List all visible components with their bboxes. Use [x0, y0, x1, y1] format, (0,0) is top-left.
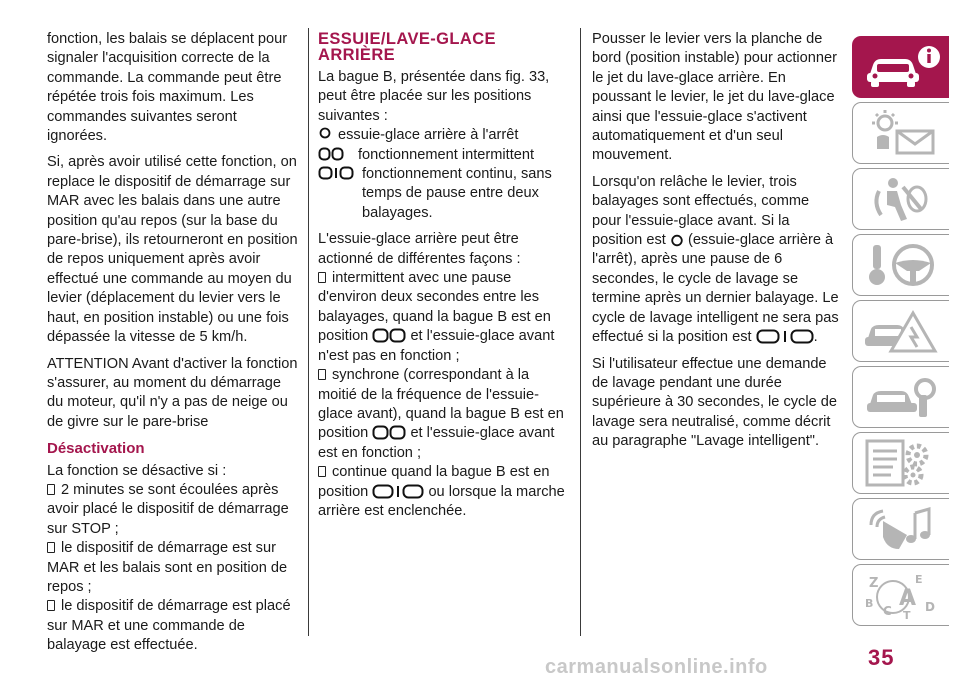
- column-2: [318, 30, 570, 521]
- svg-text:C: C: [883, 604, 892, 618]
- list-item: le dispositif de démarrage est sur MAR et les balais sont en position de repos ;: [47, 540, 288, 595]
- wiper-intermittent-icon: [372, 328, 406, 343]
- tab-knowing-vehicle[interactable]: [852, 36, 949, 98]
- tab-emergency[interactable]: [852, 300, 949, 362]
- multimedia-icon: [863, 505, 943, 553]
- tab-safety[interactable]: [852, 168, 949, 230]
- tab-multimedia[interactable]: [852, 498, 949, 560]
- bullet-icon: [318, 466, 326, 477]
- bullet-icon: [47, 600, 55, 611]
- emergency-crash-icon: [863, 307, 943, 355]
- list-item: synchrone (correspondant à la moitié de la fréquence de l'essuie-glace avant), quand la bague B est en position et l'essuie-glace avant est en fonction ;: [318, 367, 564, 461]
- alphabetical-index-icon: [863, 571, 943, 619]
- tab-index[interactable]: [852, 564, 949, 626]
- position-continuous-row: fonctionnement continu, sans temps de pause entre deux balayages.: [318, 165, 570, 223]
- specs-gears-icon: [863, 439, 943, 487]
- paragraph: Si l'utilisateur effectue une demande de lavage pendant une durée supérieure à 30 secondes, le cycle de lavage sera neutralisé, comme décrit au paragraphe "Lavage intelligent".: [592, 355, 838, 450]
- warning-paragraph: ATTENTION Avant d'activer la fonction s'assurer, au moment du démarrage du moteur, qu'il n'y a pas de neige ou de givre sur le pare-brise: [47, 355, 298, 430]
- bullet-list: [47, 481, 299, 656]
- list-item: 2 minutes se sont écoulées après avoir placé le dispositif de démarrage sur STOP ;: [47, 481, 289, 537]
- wiper-intermittent-icon: [318, 147, 344, 161]
- list-item: le dispositif de démarrage est placé sur MAR et une commande de balayage est effectuée.: [47, 598, 291, 654]
- wiper-off-icon: [670, 234, 684, 247]
- column-divider: [580, 28, 581, 636]
- paragraph: Si, après avoir utilisé cette fonction, on replace le dispositif de démarrage sur MAR avec les balais dans une autre position qu'au repos (sur la base du pare-brise), ils retourneront en position de repos uniquement après avoir effectué une commande au moyen du levier (déplacement du levier vers le haut, en position instable) ou une fois dépassée la vitesse de 5 km/h.: [47, 154, 298, 346]
- list-item: intermittent avec une pause d'environ deux secondes entre les balayages, quand la bague B est en position et l'essuie-glace avant n'est pas en fonction ;: [318, 270, 555, 364]
- paragraph: La fonction se désactive si :: [47, 462, 227, 479]
- tab-warning-lights[interactable]: [852, 102, 949, 164]
- svg-text:D: D: [925, 600, 935, 614]
- section-heading-rear-wiper: ESSUIE/LAVE-GLACE ARRIÈRE: [318, 30, 496, 64]
- bullet-icon: [47, 542, 55, 553]
- column-divider: [308, 28, 309, 636]
- paragraph: La bague B, présentée dans fig. 33, peut être placée sur les positions suivantes :: [318, 69, 550, 124]
- svg-text:Z: Z: [869, 576, 879, 591]
- tab-maintenance[interactable]: [852, 366, 949, 428]
- wiper-continuous-icon: [318, 166, 354, 180]
- paragraph: fonction, les balais se déplacent pour signaler l'acquisition correcte de la commande. La commande peut être répétée trois fois maximum. Les commandes suivantes seront ignorées.: [47, 31, 288, 145]
- wiper-continuous-icon: [372, 484, 424, 499]
- position-off-row: essuie-glace arrière à l'arrêt: [318, 126, 570, 145]
- column-1: [47, 30, 299, 656]
- section-heading-deactivation: Désactivation: [47, 440, 145, 458]
- wiper-off-icon: [318, 127, 332, 139]
- wiper-continuous-icon: [756, 329, 814, 344]
- svg-text:A: A: [899, 586, 917, 611]
- list-item: continue quand la bague B est en position ou lorsque la marche arrière est enclenchée.: [318, 464, 565, 519]
- maintenance-icon: [863, 373, 943, 421]
- paragraph: Pousser le levier vers la planche de bord (position instable) pour actionner le jet du lave-glace arrière. En poussant le levier, le jet du lave-glace ainsi que l'essuie-glace s'activent automatiquement et d'un seul mouvement.: [592, 31, 837, 164]
- paragraph: Lorsqu'on relâche le levier, trois balayages sont effectués, comme pour l'essuie-glace avant. Si la position est (essuie-glace arrière à l'arrêt), après une pause de 6 secondes, le cycle de lavage se termine après un dernier balayage. Le cycle de lavage intelligent ne sera pas effectué si la position est .: [592, 173, 839, 346]
- paragraph: L'essuie-glace arrière peut être actionné de différentes façons :: [318, 231, 521, 267]
- svg-text:E: E: [915, 573, 923, 586]
- position-intermittent-row: fonctionnement intermittent: [318, 146, 570, 165]
- tab-starting-driving[interactable]: [852, 234, 949, 296]
- bullet-icon: [318, 272, 326, 283]
- tab-technical-specs[interactable]: [852, 432, 949, 494]
- column-3: [592, 30, 842, 459]
- page-number: 35: [868, 645, 895, 670]
- bullet-icon: [47, 484, 55, 495]
- airbag-safety-icon: [863, 175, 943, 223]
- bullet-icon: [318, 369, 326, 380]
- svg-text:T: T: [903, 609, 911, 619]
- warning-lights-icon: [863, 109, 943, 157]
- svg-text:B: B: [865, 597, 874, 610]
- car-info-icon: [863, 43, 943, 91]
- watermark: carmanualsonline.info: [545, 656, 768, 678]
- wiper-intermittent-icon: [372, 425, 406, 440]
- steering-key-icon: [863, 241, 943, 289]
